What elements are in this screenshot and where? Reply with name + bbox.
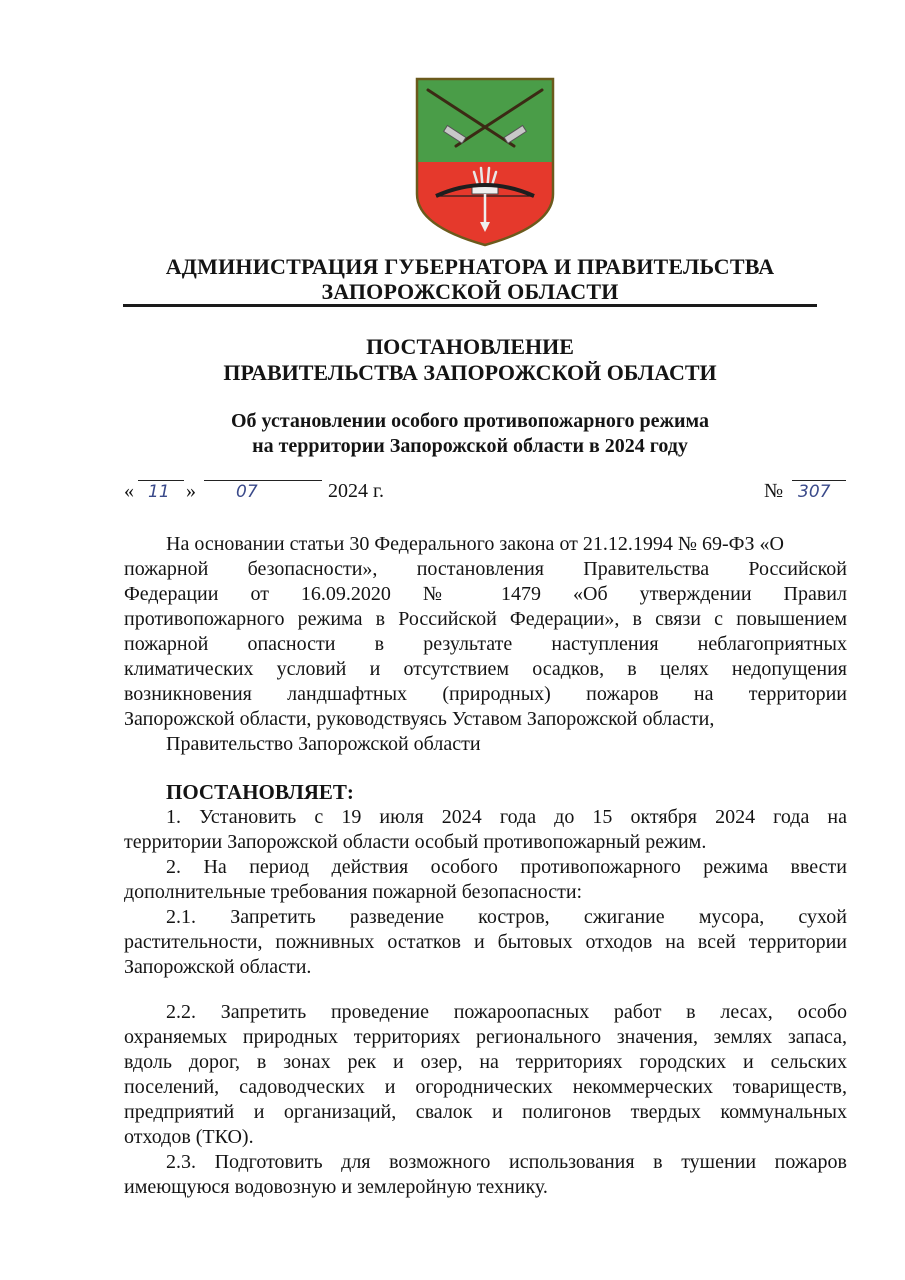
item-line: 2.2. Запретить проведение пожароопасных работ в лесах, особо	[166, 1001, 847, 1023]
resolves-heading: ПОСТАНОВЛЯЕТ:	[166, 780, 354, 804]
subject-line-2: на территории Запорожской области в 2024 году	[252, 435, 688, 457]
preamble-line: Федерации от 16.09.2020 № 1479 «Об утверждении Правил	[124, 583, 847, 605]
date-close-quote: »	[186, 480, 196, 502]
day-underline	[138, 480, 184, 481]
item-line: 2.3. Подготовить для возможного использования в тушении пожаров	[166, 1151, 847, 1173]
item-line: дополнительные требования пожарной безопасности:	[124, 881, 583, 903]
item-line: 2. На период действия особого противопожарного режима ввести	[166, 856, 847, 878]
preamble-line: противопожарного режима в Российской Федерации», в связи с повышением	[124, 608, 847, 630]
preamble-line: Запорожской области, руководствуясь Уставом Запорожской области,	[124, 708, 715, 730]
government-line: Правительство Запорожской области	[166, 733, 481, 755]
month-underline	[204, 480, 322, 481]
item-line: имеющуюся водовозную и землеройную технику.	[124, 1176, 548, 1198]
date-month: 07	[236, 482, 258, 502]
item-line: 2.1. Запретить разведение костров, сжигание мусора, сухой	[166, 906, 847, 928]
item-line: территории Запорожской области особый противопожарный режим.	[124, 831, 707, 853]
number-label: №	[764, 480, 784, 502]
preamble-line: пожарной безопасности», постановления Правительства Российской	[124, 558, 847, 580]
date-open-quote: «	[124, 480, 134, 502]
preamble-line: На основании статьи 30 Федерального закона от 21.12.1994 № 69-ФЗ «О	[166, 533, 784, 555]
organization-name-line-2: ЗАПОРОЖСКОЙ ОБЛАСТИ	[321, 279, 619, 304]
date-year: 2024 г.	[328, 480, 384, 502]
item-line: Запорожской области.	[124, 956, 312, 978]
item-line: растительности, пожнивных остатков и бытовых отходов на всей территории	[124, 931, 847, 953]
item-line: предприятий и организаций, свалок и полигонов твердых коммунальных	[124, 1101, 847, 1123]
item-line: вдоль дорог, в зонах рек и озер, на территориях городских и сельских	[124, 1051, 847, 1073]
date-number-line	[0, 480, 905, 510]
date-day: 11	[148, 482, 170, 502]
header-divider	[123, 304, 817, 307]
document-number: 307	[798, 482, 831, 502]
preamble-line: климатических условий и отсутствием осадков, в целях недопущения	[124, 658, 847, 680]
item-line: 1. Установить с 19 июля 2024 года до 15 октября 2024 года на	[166, 806, 847, 828]
item-line: поселений, садоводческих и огороднических некоммерческих товариществ,	[124, 1076, 847, 1098]
subject-line-1: Об установлении особого противопожарного режима	[231, 410, 709, 432]
document-type: ПОСТАНОВЛЕНИЕ	[366, 334, 574, 359]
document-issuer: ПРАВИТЕЛЬСТВА ЗАПОРОЖСКОЙ ОБЛАСТИ	[223, 360, 717, 385]
organization-name-line-1: АДМИНИСТРАЦИЯ ГУБЕРНАТОРА И ПРАВИТЕЛЬСТВА	[165, 254, 775, 279]
coat-of-arms-icon	[414, 76, 556, 248]
item-line: охраняемых природных территориях регионального значения, землях запаса,	[124, 1026, 847, 1048]
preamble-line: пожарной опасности в результате наступления неблагоприятных	[124, 633, 847, 655]
preamble-line: возникновения ландшафтных (природных) пожаров на территории	[124, 683, 847, 705]
item-line: отходов (ТКО).	[124, 1126, 254, 1148]
number-underline	[792, 480, 846, 481]
